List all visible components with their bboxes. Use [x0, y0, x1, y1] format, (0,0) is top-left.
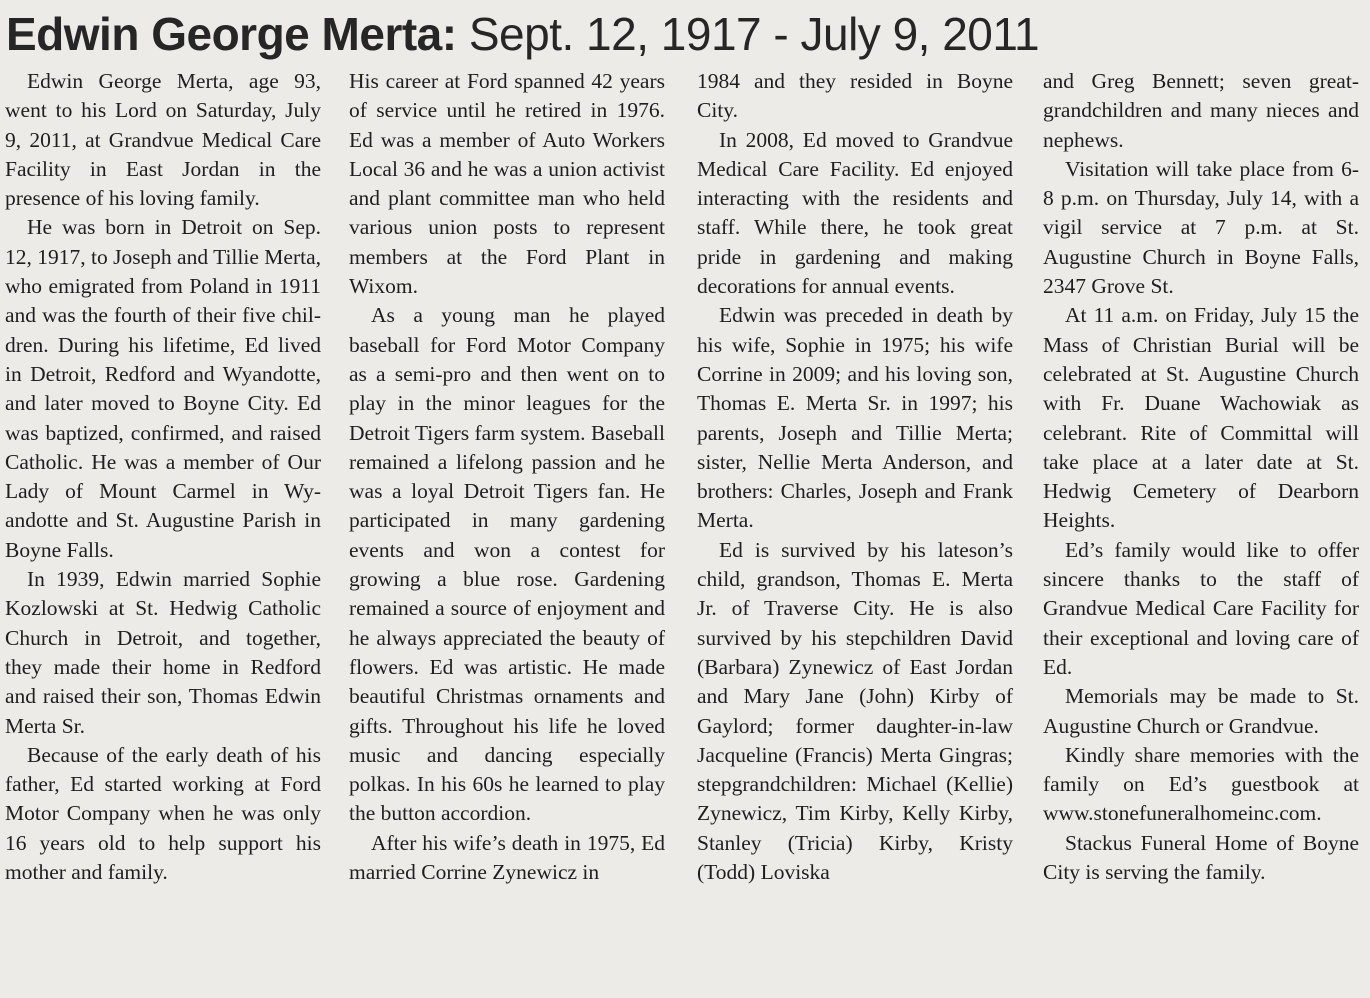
paragraph: 1984 and they resided in Boyne City. [697, 69, 1013, 123]
obituary-headline [6, 6, 1039, 62]
paragraph: His career at Ford spanned 42 years of service until he retired in 1976. Ed was a member of Auto Workers Local 36 and he was a union activist and plant committee man who held various union posts to represent members at the Ford Plant in Wixom. [349, 69, 665, 299]
text-column-4 [1043, 67, 1359, 887]
paragraph: Ed’s family would like to offer sincere thanks to the staff of Grandvue Medical Care Facility for their exceptional and loving care of Ed. [1043, 537, 1359, 679]
headline-dates: Sept. 12, 1917 - July 9, 2011 [468, 8, 1040, 60]
paragraph: Edwin George Merta, age 93, went to his Lord on Saturday, July 9, 2011, at Grandvue Medical Care Facility in East Jordan in the presence of his loving family. [5, 69, 321, 211]
paragraph: After his wife’s death in 1975, Ed married Corrine Zynewicz in [349, 830, 665, 885]
paragraph: As a young man he played baseball for Ford Motor Company as a semi-pro and then went on to play in the minor leagues for the Detroit Tigers farm system. Baseball remained a lifelong passion and he was a loyal Detroit Tigers fan. He participated in many gardening events and won a contest for growing a blue rose. Gardening remained a source of enjoyment and he always appreciated the beauty of flowers. Ed was artistic. He made beautiful Christmas ornaments and gifts. Throughout his life he loved music and dancing especially polkas. In his 60s he learned to play the button accordion. [349, 303, 665, 826]
text-column-3 [697, 67, 1013, 887]
text-column-2 [349, 67, 665, 887]
paragraph: and Greg Bennett; seven greatgrandchildren and many nieces and nephews. [1043, 69, 1359, 152]
paragraph: Visitation will take place from 6-8 p.m. on Thursday, July 14, with a vigil service at 7 p.m. at St. Augustine Church in Boyne Falls, 2347 Grove St. [1043, 156, 1359, 299]
text-column-1 [5, 67, 321, 887]
headline-name: Edwin George Merta: [6, 8, 457, 60]
paragraph: At 11 a.m. on Friday, July 15 the Mass of Christian Burial will be celebrated at St. Augustine Church with Fr. Duane Wachowiak as celebrant. Rite of Committal will take place at a later date at St. Hedwig Cemetery of Dearborn Heights. [1043, 303, 1359, 533]
paragraph: In 1939, Edwin married Sophie Kozlowski at St. Hedwig Catholic Church in Detroit, and together, they made their home in Redford and raised their son, Thomas Edwin Merta Sr. [5, 567, 321, 738]
paragraph: Edwin was preceded in death by his wife, Sophie in 1975; his wife Corrine in 2009; and his loving son, Thomas E. Merta Sr. in 1997; his parents, Joseph and Tillie Merta; sister, Nellie Merta Anderson, and brothers: Charles, Joseph and Frank Merta. [697, 303, 1013, 533]
paragraph: In 2008, Ed moved to Grandvue Medical Care Facility. Ed enjoyed interacting with the residents and staff. While there, he took great pride in gardening and making decorations for annual events. [697, 127, 1013, 299]
paragraph: Kindly share memories with the family on Ed’s guestbook at www.stonefuneralhomeinc.com. [1043, 742, 1359, 826]
paragraph: Stackus Funeral Home of Boyne City is serving the family. [1043, 830, 1359, 885]
paragraph: He was born in Detroit on Sep. 12, 1917, to Joseph and Tillie Merta, who emigrated from Poland in 1911 and was the fourth of their five children. During his lifetime, Ed lived in Detroit, Redford and Wyandotte, and later moved to Boyne City. Ed was baptized, confirmed, and raised Catholic. He was a member of Our Lady of Mount Carmel in Wyandotte and St. Augustine Parish in Boyne Falls. [5, 215, 321, 562]
paragraph: Because of the early death of his father, Ed started working at Ford Motor Company when he was only 16 years old to help support his mother and family. [5, 742, 321, 885]
paragraph: Memorials may be made to St. Augustine Church or Grandvue. [1043, 684, 1359, 738]
paragraph: Ed is survived by his lateson’s child, grandson, Thomas E. Merta Jr. of Traverse City. He is also survived by his stepchildren David (Barbara) Zynewicz of East Jordan and Mary Jane (John) Kirby of Gaylord; former daughter-in-law Jacqueline (Francis) Merta Gingras; stepgrandchildren: Michael (Kellie) Zynewicz, Tim Kirby, Kelly Kirby, Stanley (Tricia) Kirby, Kristy (Todd) Loviska [697, 537, 1013, 885]
